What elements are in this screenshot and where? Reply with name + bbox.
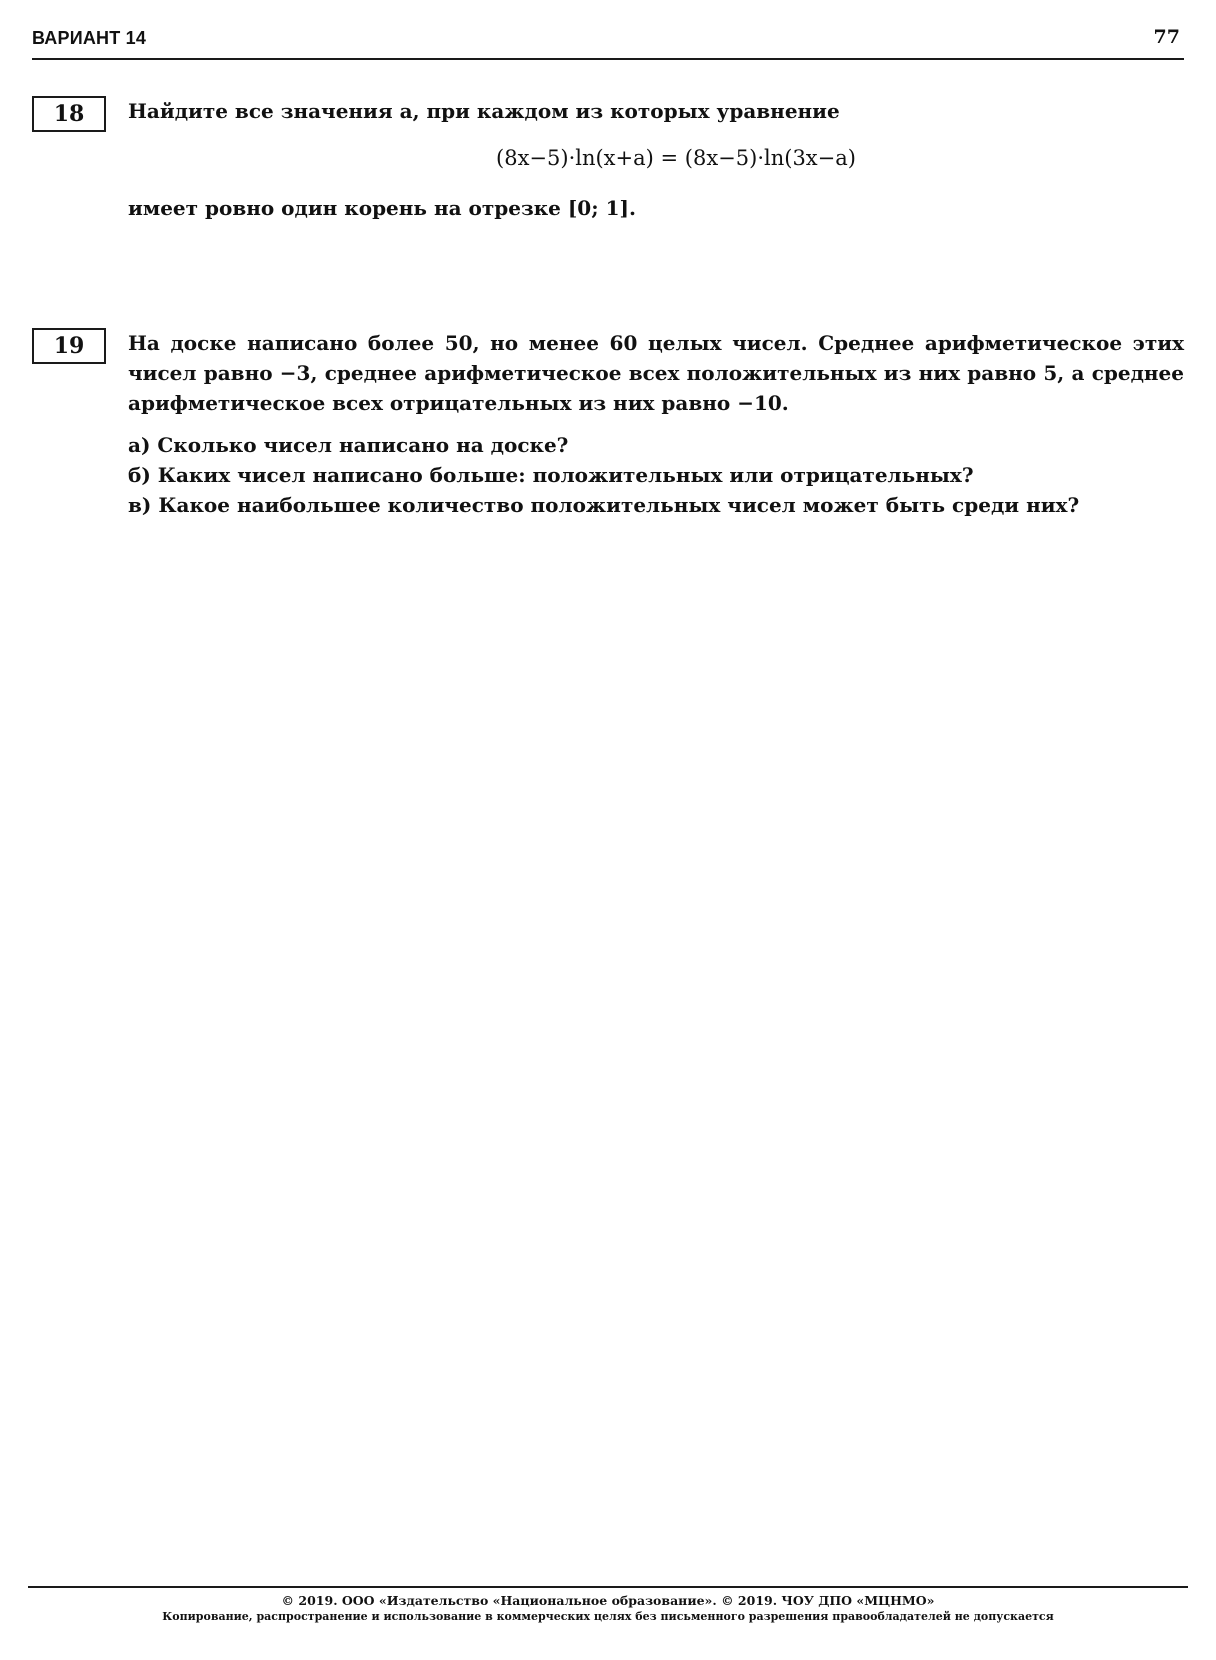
task-outro: имеет ровно один корень на отрезке [0; 1]. (128, 196, 636, 220)
task-statement: На доске написано более 50, но менее 60 целых чисел. Среднее арифметическое этих чисел равно −3, среднее арифметическое всех положительных из них равно 5, а среднее арифметическое всех отрицательных из них равно −10. (128, 331, 1184, 415)
copyright-notice: Копирование, распространение и использование в коммерческих целях без письменного разрешения правообладателей не допускается (162, 1610, 1054, 1623)
question-item: а) Сколько чисел написано на доске? (128, 433, 569, 457)
copyright-line: © 2019. ООО «Издательство «Национальное образование». © 2019. ЧОУ ДПО «МЦНМО» (281, 1593, 935, 1608)
task-number-box: 19 (32, 328, 106, 364)
question-item: б) Каких чисел написано больше: положительных или отрицательных? (128, 463, 974, 487)
question-list (128, 430, 1184, 520)
page-number: 77 (1153, 26, 1180, 48)
task-number-box: 18 (32, 96, 106, 132)
variant-title: ВАРИАНТ 14 (32, 28, 147, 48)
task-body (128, 328, 1184, 520)
task-intro: Найдите все значения a, при каждом из которых уравнение (128, 99, 840, 123)
task-body (128, 96, 1184, 223)
question-item: в) Какое наибольшее количество положительных чисел может быть среди них? (128, 493, 1080, 517)
page-header (32, 24, 1184, 60)
equation: (8x−5)·ln(x+a) = (8x−5)·ln(3x−a) (496, 146, 856, 170)
page-footer (28, 1586, 1188, 1624)
